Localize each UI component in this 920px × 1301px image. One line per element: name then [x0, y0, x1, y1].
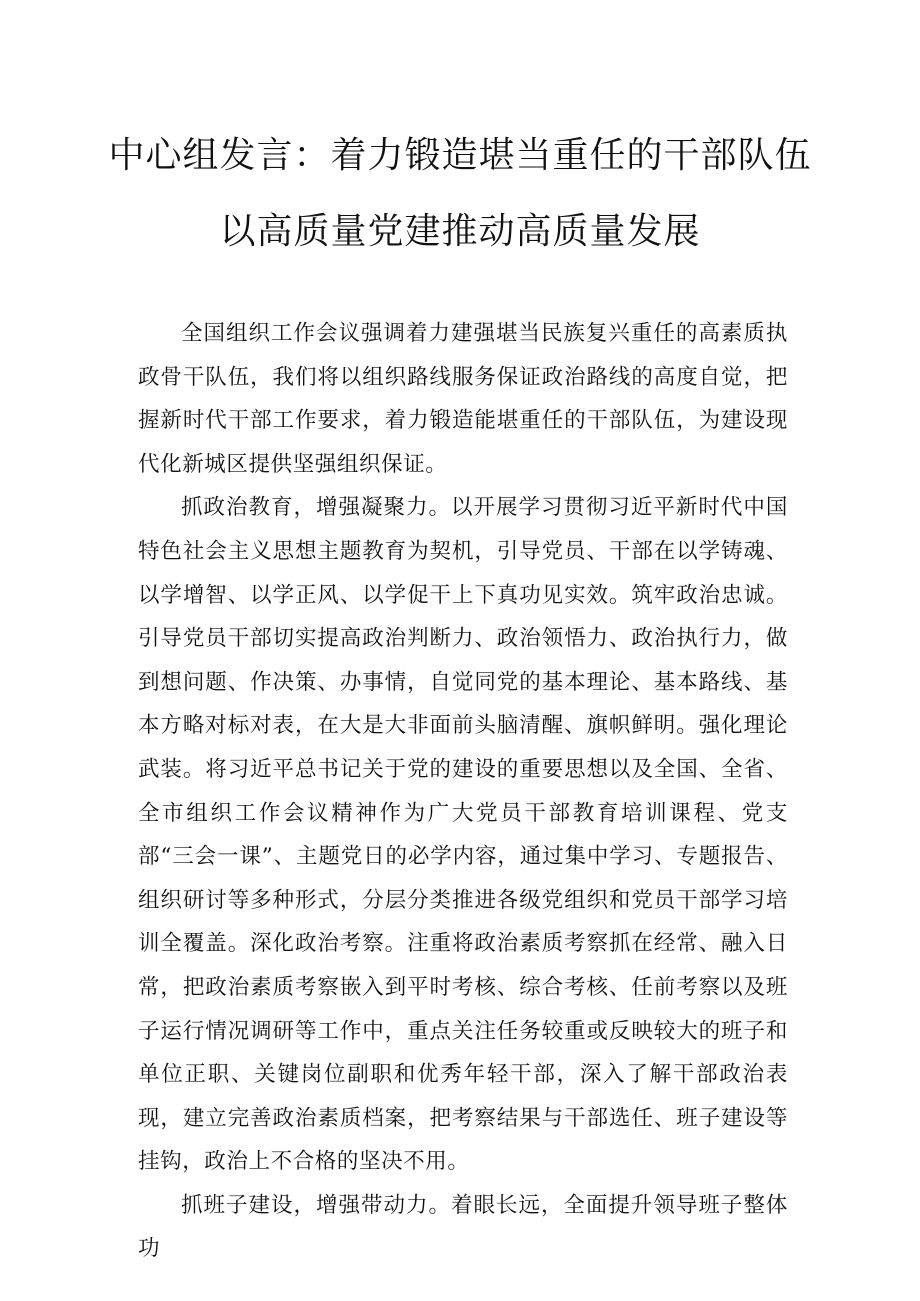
- paragraph-3: 抓班子建设，增强带动力。着眼长远，全面提升领导班子整体功: [138, 1192, 788, 1262]
- paragraph-2: 抓政治教育，增强凝聚力。以开展学习贯彻习近平新时代中国特色社会主义思想主题教育为契机，引导党员、干部在以学铸魂、以学增智、以学正风、以学促干上下真功见实效。筑牢政治忠诚。引导党员干部切实提高政治判断力、政治领悟力、政治执行力，做到想问题、作决策、办事情，自觉同党的基本理论、基本路线、基本方略对标对表，在大是大非面前头脑清醒、旗帜鲜明。强化理论武装。将习近平总书记关于党的建设的重要思想以及全国、全省、全市组织工作会议精神作为广大党员干部教育培训课程、党支部“三会一课”、主题党日的必学内容，通过集中学习、专题报告、组织研讨等多种形式，分层分类推进各级党组织和党员干部学习培训全覆盖。深化政治考察。注重将政治素质考察抓在经常、融入日常，把政治素质考察嵌入到平时考核、综合考核、任前考察以及班子运行情况调研等工作中，重点关注任务较重或反映较大的班子和单位正职、关键岗位副职和优秀年轻干部，深入了解干部政治表现，建立完善政治素质档案，把考察结果与干部选任、班子建设等挂钩，政治上不合格的坚决不用。: [138, 495, 788, 1175]
- paragraph-1: 全国组织工作会议强调着力建强堪当民族复兴重任的高素质执政骨干队伍，我们将以组织路线服务保证政治路线的高度自觉，把握新时代干部工作要求，着力锻造能堪重任的干部队伍，为建设现代化新城区提供坚强组织保证。: [138, 321, 788, 477]
- document-body: [138, 312, 788, 1271]
- document-title-line-2: 以高质量党建推动高质量发展: [219, 211, 701, 252]
- document-title-line-1: 中心组发言：着力锻造堪当重任的干部队伍: [108, 135, 812, 176]
